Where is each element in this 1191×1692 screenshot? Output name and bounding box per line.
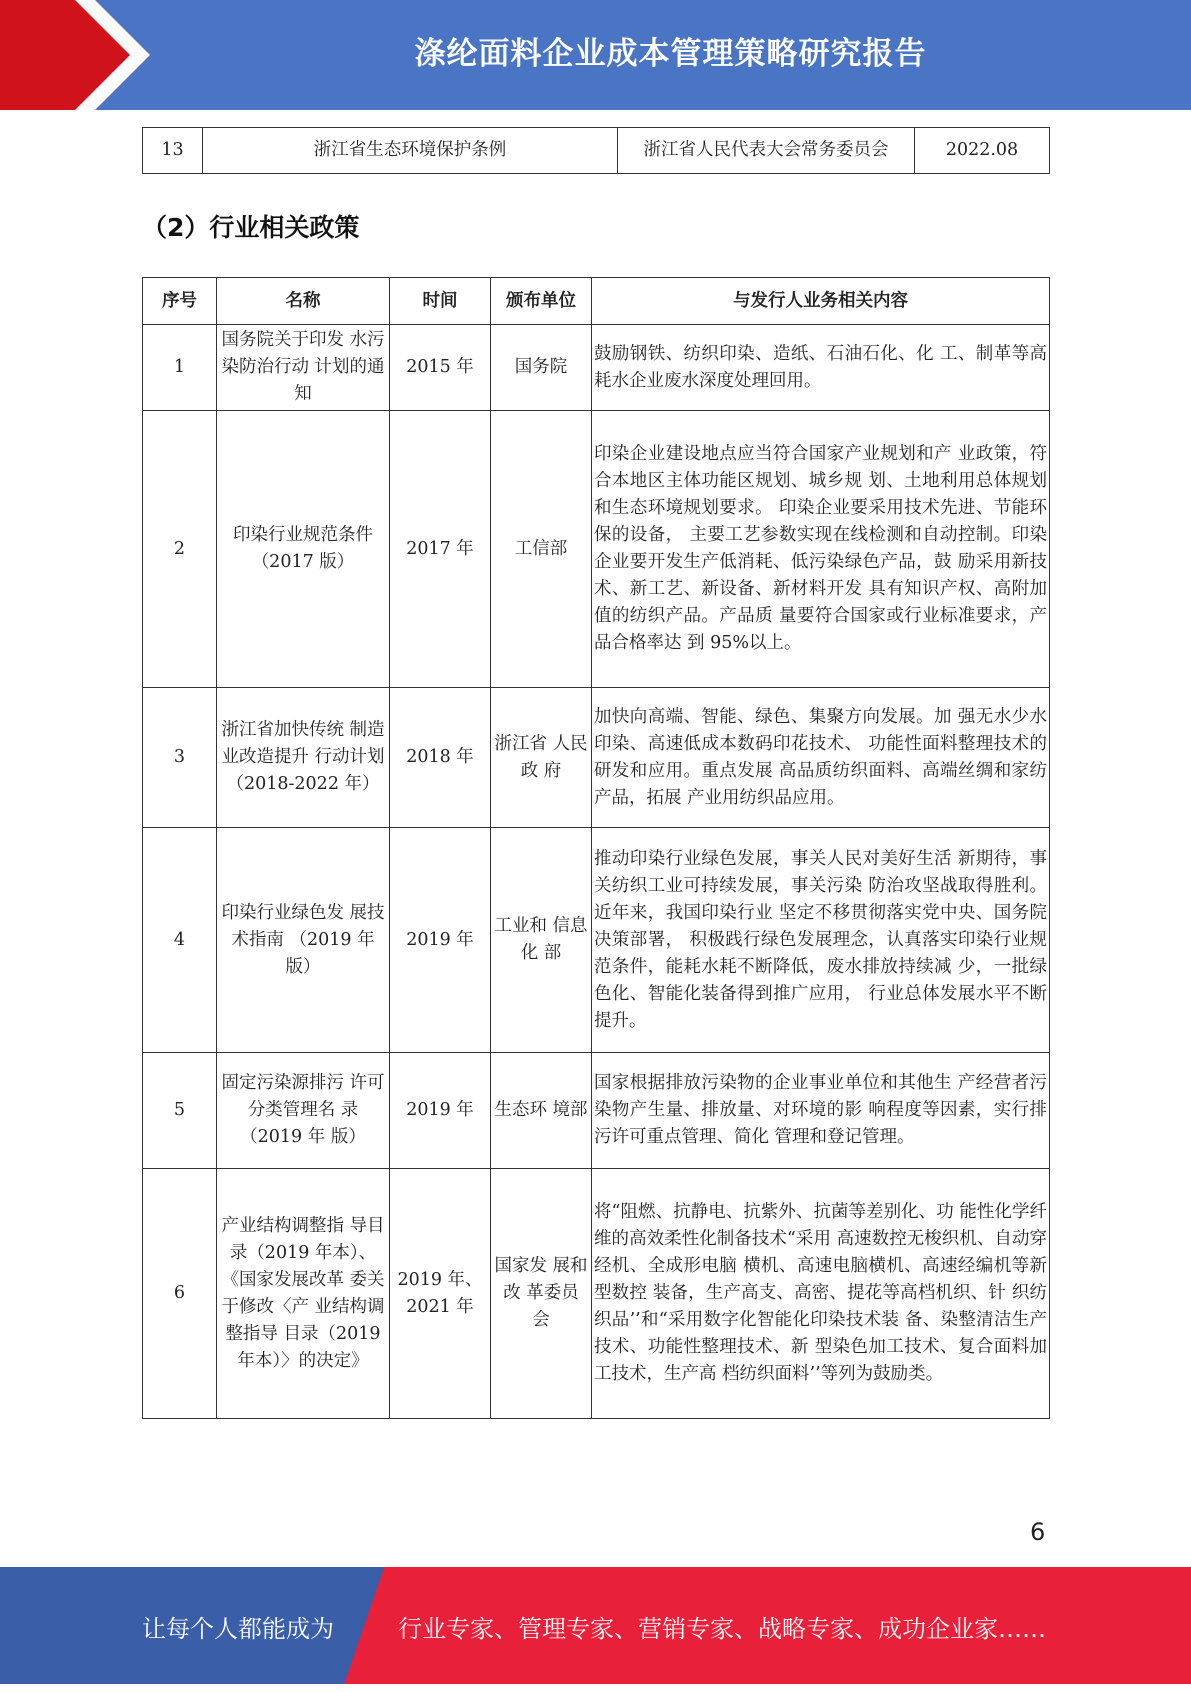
policy-issuer: 工信部 bbox=[491, 411, 592, 688]
policy-name: 国务院关于印发 水污染防治行动 计划的通知 bbox=[217, 325, 390, 411]
policy-time: 2019 年、2021 年 bbox=[390, 1169, 491, 1419]
policy-issuer: 工业和 信息化 部 bbox=[491, 828, 592, 1053]
footer-slogan-right: 行业专家、管理专家、营销专家、战略专家、成功企业家…… bbox=[398, 1615, 1046, 1643]
table-row bbox=[143, 128, 1050, 174]
policy-time: 2019 年 bbox=[390, 828, 491, 1053]
row-number: 13 bbox=[143, 128, 203, 174]
policy-name: 印染行业规范条件（2017 版） bbox=[217, 411, 390, 688]
issuer: 浙江省人民代表大会常务委员会 bbox=[618, 128, 915, 174]
issue-date: 2022.08 bbox=[915, 128, 1050, 174]
column-header-no: 序号 bbox=[143, 278, 217, 325]
row-number: 1 bbox=[143, 325, 217, 411]
page-header bbox=[0, 0, 1191, 110]
page-number: 6 bbox=[1030, 1518, 1046, 1546]
policy-issuer: 浙江省 人民政 府 bbox=[491, 688, 592, 828]
regulation-name: 浙江省生态环境保护条例 bbox=[203, 128, 618, 174]
row-number: 3 bbox=[143, 688, 217, 828]
table-row bbox=[143, 411, 1050, 688]
document-title: 涤纶面料企业成本管理策略研究报告 bbox=[414, 36, 927, 72]
column-header-content: 与发行人业务相关内容 bbox=[592, 278, 1050, 325]
policy-content: 推动印染行业绿色发展，事关人民对美好生活 新期待，事关纺织工业可持续发展，事关污染 防治攻坚战取得胜利。近年来，我国印染行业 坚定不移贯彻落实党中央、国务院决策部署， 积极践行绿色发展理念，认真落实印染行业规 范条件，能耗水耗不断降低，废水排放持续减 少，一批绿色化、智能化装备得到推广应用， 行业总体发展水平不断提升。 bbox=[592, 828, 1050, 1053]
table-row bbox=[143, 688, 1050, 828]
table-row bbox=[143, 1169, 1050, 1419]
policy-issuer: 国家发 展和改 革委员 会 bbox=[491, 1169, 592, 1419]
policy-name: 产业结构调整指 导目录（2019 年本）、《国家发展改革 委关于修改〈产 业结构调整指导 目录（2019 年本）〉的决定》 bbox=[217, 1169, 390, 1419]
policy-content: 印染企业建设地点应当符合国家产业规划和产 业政策，符合本地区主体功能区规划、城乡规 划、土地利用总体规划和生态环境规划要求。 印染企业要采用技术先进、节能环保的设备， 主要工艺参数实现在线检测和自动控制。印染 企业要开发生产低消耗、低污染绿色产品，鼓 励采用新技术、新工艺、新设备、新材料开发 具有知识产权、高附加值的纺织产品。产品质 量要符合国家或行业标准要求，产品合格率达 到 95%以上。 bbox=[592, 411, 1050, 688]
table-row bbox=[143, 828, 1050, 1053]
policy-content: 加快向高端、智能、绿色、集聚方向发展。加 强无水少水印染、高速低成本数码印花技术、 功能性面料整理技术的研发和应用。重点发展 高品质纺织面料、高端丝绸和家纺产品，拓展 产业用纺织品应用。 bbox=[592, 688, 1050, 828]
top-table bbox=[142, 127, 1050, 174]
policy-table bbox=[142, 277, 1050, 1419]
policy-issuer: 国务院 bbox=[491, 325, 592, 411]
table-header-row bbox=[143, 278, 1050, 325]
policy-issuer: 生态环 境部 bbox=[491, 1053, 592, 1169]
policy-name: 固定污染源排污 许可分类管理名 录（2019 年 版） bbox=[217, 1053, 390, 1169]
row-number: 2 bbox=[143, 411, 217, 688]
column-header-issuer: 颁布单位 bbox=[491, 278, 592, 325]
policy-time: 2017 年 bbox=[390, 411, 491, 688]
column-header-time: 时间 bbox=[390, 278, 491, 325]
footer-slogan-left: 让每个人都能成为 bbox=[142, 1615, 334, 1643]
header-chevron-decoration bbox=[0, 0, 160, 110]
policy-content: 鼓励钢铁、纺织印染、造纸、石油石化、化 工、制革等高耗水企业废水深度处理回用。 bbox=[592, 325, 1050, 411]
policy-time: 2019 年 bbox=[390, 1053, 491, 1169]
policy-time: 2018 年 bbox=[390, 688, 491, 828]
table-row bbox=[143, 1053, 1050, 1169]
policy-name: 印染行业绿色发 展技术指南 （2019 年版） bbox=[217, 828, 390, 1053]
row-number: 4 bbox=[143, 828, 217, 1053]
policy-content: 国家根据排放污染物的企业事业单位和其他生 产经营者污染物产生量、排放量、对环境的影 响程度等因素，实行排污许可重点管理、简化 管理和登记管理。 bbox=[592, 1053, 1050, 1169]
policy-time: 2015 年 bbox=[390, 325, 491, 411]
page-footer bbox=[0, 1567, 1191, 1684]
table-row bbox=[143, 325, 1050, 411]
policy-name: 浙江省加快传统 制造业改造提升 行动计划 （2018-2022 年） bbox=[217, 688, 390, 828]
section-heading: （2）行业相关政策 bbox=[142, 213, 360, 242]
row-number: 6 bbox=[143, 1169, 217, 1419]
row-number: 5 bbox=[143, 1053, 217, 1169]
policy-content: 将“阻燃、抗静电、抗紫外、抗菌等差别化、功 能性化学纤维的高效柔性化制备技术“采用 高速数控无梭织机、自动穿经机、全成形电脑 横机、高速电脑横机、高速经编机等新型数控 装备，生产高支、高密、提花等高档机织、针 织纺织品’’和“采用数字化智能化印染技术装 备、染整清洁生产技术、功能性整理技术、新 型染色加工技术、复合面料加工技术，生产高 档纺织面料’’等列为鼓励类。 bbox=[592, 1169, 1050, 1419]
column-header-name: 名称 bbox=[217, 278, 390, 325]
